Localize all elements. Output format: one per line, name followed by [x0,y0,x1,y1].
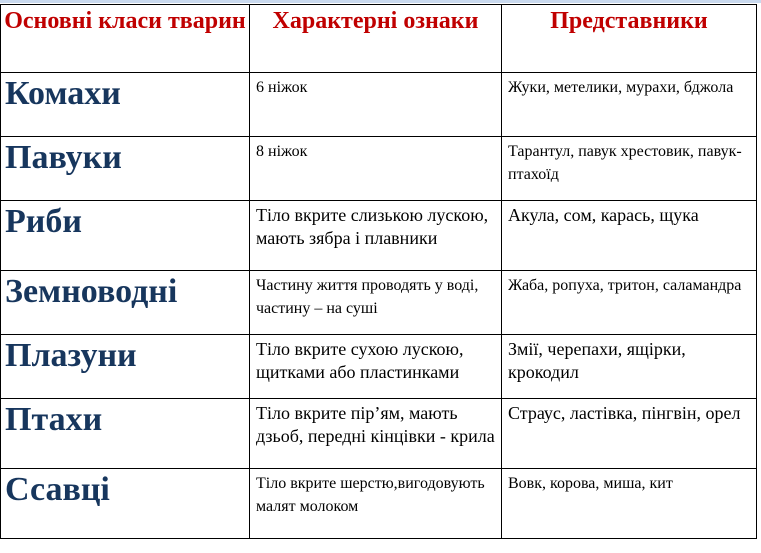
animal-classes-table [0,4,757,539]
class-representatives: Страус, ластівка, пінгвін, орел [502,399,757,469]
class-features: 8 ніжок [250,137,502,201]
class-representatives: Змії, черепахи, ящірки, крокодил [502,335,757,399]
class-features: 6 ніжок [250,73,502,137]
table-row [1,73,757,137]
header-features: Характерні ознаки [250,5,502,73]
class-name: Птахи [1,399,250,469]
class-name: Павуки [1,137,250,201]
class-name: Плазуни [1,335,250,399]
class-features: Тіло вкрите пір’ям, мають дзьоб, передні кінцівки - крила [250,399,502,469]
class-name: Ссавці [1,469,250,539]
table-header-row [1,5,757,73]
header-representatives: Представники [502,5,757,73]
class-representatives: Акула, сом, карась, щука [502,201,757,271]
class-features: Частину життя проводять у воді, частину – на суші [250,271,502,335]
table-row [1,271,757,335]
table-row [1,469,757,539]
class-name: Риби [1,201,250,271]
class-representatives: Жуки, метелики, мурахи, бджола [502,73,757,137]
table-row [1,399,757,469]
class-representatives: Вовк, корова, миша, кит [502,469,757,539]
header-classes: Основні класи тварин [1,5,250,73]
class-name: Комахи [1,73,250,137]
table-row [1,335,757,399]
table-row [1,137,757,201]
class-representatives: Тарантул, павук хрестовик, павук-птахоїд [502,137,757,201]
class-features: Тіло вкрите слизькою лускою, мають зябра і плавники [250,201,502,271]
class-name: Земноводні [1,271,250,335]
class-features: Тіло вкрите сухою лускою, щитками або пластинками [250,335,502,399]
window-top-edge [0,0,761,3]
table-row [1,201,757,271]
class-representatives: Жаба, ропуха, тритон, саламандра [502,271,757,335]
class-features: Тіло вкрите шерстю,вигодовують малят молоком [250,469,502,539]
